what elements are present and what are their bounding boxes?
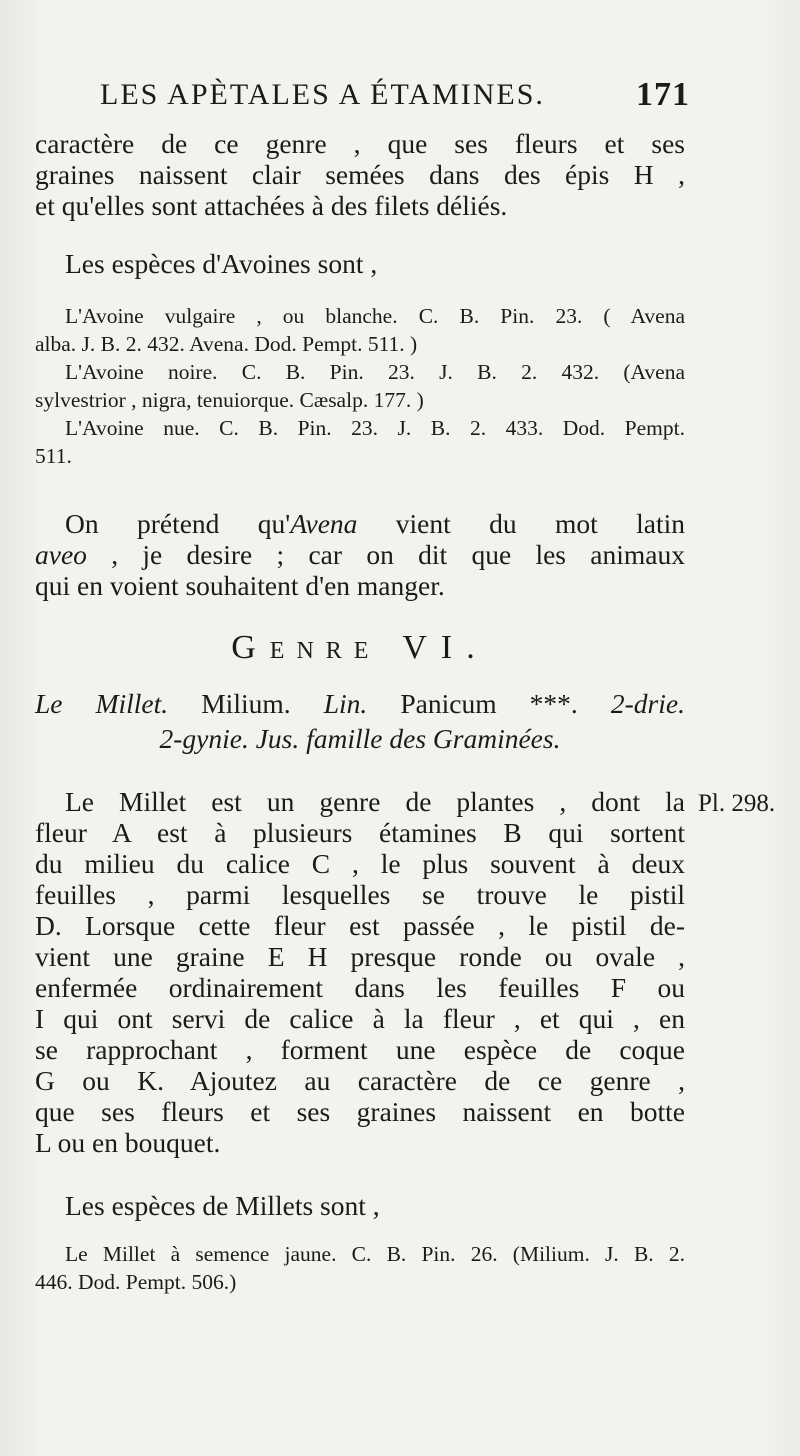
italic-term: Lin.: [323, 688, 368, 719]
genre-heading: [35, 628, 685, 668]
text-line: G ou K. Ajoutez au caractère de ce genre ,: [35, 1065, 685, 1096]
text-run: vient du mot latin: [357, 508, 685, 539]
text-line: enfermée ordinairement dans les feuilles F ou: [35, 972, 685, 1003]
classification: [35, 688, 685, 754]
millet-intro: [35, 1190, 685, 1221]
species-entry: alba. J. B. 2. 432. Avena. Dod. Pempt. 511. ): [35, 332, 418, 356]
text-line: graines naissent clair semées dans des épis H ,: [35, 159, 685, 190]
text-line: caractère de ce genre , que ses fleurs et ses: [35, 128, 685, 159]
italic-term: 2-drie.: [610, 688, 685, 719]
millet-species-list: [35, 1240, 685, 1296]
text-line: se rapprochant , forment une espèce de coque: [35, 1034, 685, 1065]
text-line: et qu'elles sont attachées à des filets déliés.: [35, 190, 508, 221]
text-run: , je desire ; car on dit que les animaux: [86, 539, 685, 570]
species-entry: 446. Dod. Pempt. 506.): [35, 1270, 237, 1294]
text-line: feuilles , parmi lesquelles se trouve le pistil: [35, 879, 685, 910]
classification-line: [35, 723, 685, 754]
text-line: Le Millet est un genre de plantes , dont la: [65, 786, 685, 817]
italic-term: Le Millet.: [35, 688, 169, 719]
paragraph-etymology: [35, 508, 685, 601]
italic-term: aveo: [35, 539, 87, 570]
text-line: [35, 508, 685, 539]
text-run: Panicum ***.: [367, 688, 611, 719]
section-intro: Les espèces d'Avoines sont ,: [65, 248, 378, 279]
avoine-intro: [35, 248, 685, 279]
text-line: vient une graine E H presque ronde ou ovale ,: [35, 941, 685, 972]
text-line: qui en voient souhaitent d'en manger.: [35, 570, 445, 601]
avoine-species-list: [35, 302, 685, 470]
text-run: On prétend qu': [65, 508, 291, 539]
species-entry: L'Avoine noire. C. B. Pin. 23. J. B. 2. 432. (Avena: [65, 360, 685, 384]
italic-term: Avena: [290, 508, 358, 539]
species-entry: Le Millet à semence jaune. C. B. Pin. 26. (Milium. J. B. 2.: [65, 1242, 685, 1266]
text-line: du milieu du calice C , le plus souvent à deux: [35, 848, 685, 879]
section-heading: [35, 628, 685, 668]
page-header: [100, 76, 690, 116]
classification-line: [35, 688, 685, 719]
paragraph-genre-character: [35, 128, 685, 221]
species-entry: L'Avoine vulgaire , ou blanche. C. B. Pin. 23. ( Avena: [65, 304, 685, 328]
text-run: 2-gynie. Jus. famille des Graminées.: [159, 723, 561, 754]
species-entry: 511.: [35, 444, 72, 468]
text-line: D. Lorsque cette fleur est passée , le pistil de-: [35, 910, 685, 941]
text-line: L ou en bouquet.: [35, 1127, 221, 1158]
text-line: que ses fleurs et ses graines naissent en botte: [35, 1096, 685, 1127]
species-entry: L'Avoine nue. C. B. Pin. 23. J. B. 2. 433. Dod. Pempt.: [65, 416, 685, 440]
section-intro: Les espèces de Millets sont ,: [65, 1190, 380, 1221]
heading-numeral: VI.: [402, 629, 489, 666]
heading-smallcaps: ENRE: [269, 638, 381, 664]
text-line: I qui ont servi de calice à la fleur , et qui , en: [35, 1003, 685, 1034]
text-line: fleur A est à plusieurs étamines B qui sortent: [35, 817, 685, 848]
species-entry: sylvestrior , nigra, tenuiorque. Cæsalp. 177. ): [35, 388, 424, 412]
text-run: Milium.: [168, 688, 324, 719]
margin-plate-reference: Pl. 298.: [698, 790, 776, 817]
text-line: [35, 539, 685, 570]
heading-initial: G: [231, 629, 270, 666]
running-title: LES APÈTALES A ÉTAMINES.: [100, 78, 545, 111]
page-number: 171: [636, 76, 690, 113]
paragraph-millet-description: [35, 786, 685, 1158]
